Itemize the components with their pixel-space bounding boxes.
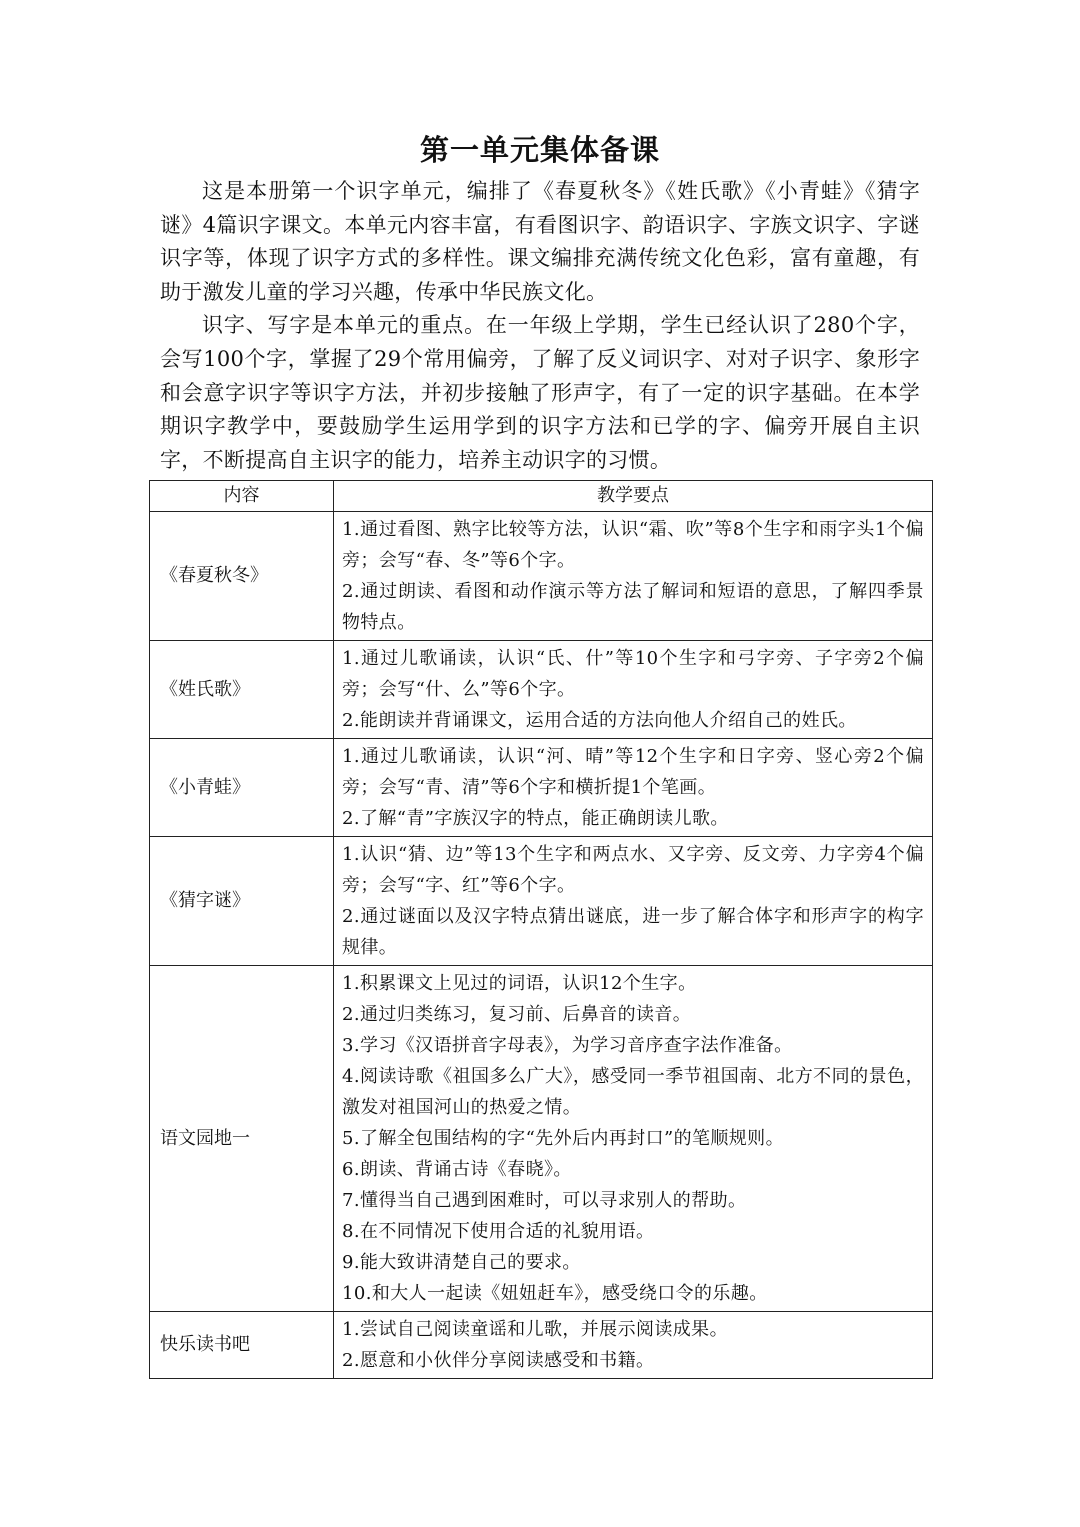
lesson-name-cell: 《春夏秋冬》 [150,512,334,641]
teaching-point: 1.通过儿歌诵读，认识“氏、什”等10个生字和弓字旁、子字旁2个偏旁；会写“什、么”等6个字。 [342,648,924,700]
teaching-point: 2.通过谜面以及汉字特点猜出谜底，进一步了解合体字和形声字的构字规律。 [342,906,924,958]
teaching-point: 2.通过归类练习，复习前、后鼻音的读音。 [342,1004,692,1025]
teaching-point: 3.学习《汉语拼音字母表》，为学习音序查字法作准备。 [342,1035,793,1056]
teaching-point: 1.认识“猜、边”等13个生字和两点水、又字旁、反文旁、力字旁4个偏旁；会写“字、红”等6个字。 [342,844,924,896]
table-row [150,739,933,837]
table-body [150,512,933,1379]
intro-paragraph: 这是本册第一个识字单元，编排了《春夏秋冬》《姓氏歌》《小青蛙》《猜字谜》4篇识字课文。本单元内容丰富，有看图识字、韵语识字、字族文识字、字谜识字等，体现了识字方式的多样性。课文编排充满传统文化色彩，富有童趣，有助于激发儿童的学习兴趣，传承中华民族文化。 [160,179,920,304]
lesson-name-cell: 语文园地一 [150,966,334,1312]
teaching-point: 2.愿意和小伙伴分享阅读感受和书籍。 [342,1350,655,1371]
teaching-point: 2.能朗读并背诵课文，运用合适的方法向他人介绍自己的姓氏。 [342,710,857,731]
table-row [150,641,933,739]
teaching-point: 4.阅读诗歌《祖国多么广大》，感受同一季节祖国南、北方不同的景色，激发对祖国河山的热爱之情。 [342,1066,924,1118]
header-content: 内容 [150,481,334,512]
teaching-points-cell [334,739,933,837]
teaching-plan-table [149,480,933,1379]
teaching-point: 1.通过儿歌诵读，认识“河、晴”等12个生字和日字旁、竖心旁2个偏旁；会写“青、清”等6个字和横折提1个笔画。 [342,746,924,798]
teaching-point: 2.通过朗读、看图和动作演示等方法了解词和短语的意思，了解四季景物特点。 [342,581,924,633]
lesson-name-cell: 《小青蛙》 [150,739,334,837]
teaching-points-cell [334,512,933,641]
intro-section [160,175,920,477]
teaching-point: 5.了解全包围结构的字“先外后内再封口”的笔顺规则。 [342,1128,784,1149]
teaching-point: 1.通过看图、熟字比较等方法，认识“霜、吹”等8个生字和雨字头1个偏旁；会写“春、冬”等6个字。 [342,519,924,571]
teaching-point: 1.尝试自己阅读童谣和儿歌，并展示阅读成果。 [342,1319,728,1340]
lesson-name-cell: 快乐读书吧 [150,1312,334,1379]
teaching-point: 2.了解“青”字族汉字的特点，能正确朗读儿歌。 [342,808,729,829]
teaching-points-cell [334,966,933,1312]
table-row [150,1312,933,1379]
page-title: 第一单元集体备课 [419,133,660,167]
teaching-point: 9.能大致讲清楚自己的要求。 [342,1252,581,1273]
intro-paragraph: 识字、写字是本单元的重点。在一年级上学期，学生已经认识了280个字，会写100个字，掌握了29个常用偏旁，了解了反义词识字、对对子识字、象形字和会意字识字等识字方法，并初步接触了形声字，有了一定的识字基础。在本学期识字教学中，要鼓励学生运用学到的识字方法和已学的字、偏旁开展自主识字，不断提高自主识字的能力，培养主动识字的习惯。 [160,313,920,472]
lesson-name-cell: 《姓氏歌》 [150,641,334,739]
teaching-points-cell [334,641,933,739]
teaching-point: 1.积累课文上见过的词语，认识12个生字。 [342,973,697,994]
teaching-point: 7.懂得当自己遇到困难时，可以寻求别人的帮助。 [342,1190,747,1211]
table-header-row [150,481,933,512]
lesson-name-cell: 《猜字谜》 [150,837,334,966]
teaching-points-cell [334,1312,933,1379]
teaching-point: 6.朗读、背诵古诗《春晓》。 [342,1159,572,1180]
teaching-point: 10.和大人一起读《妞妞赶车》，感受绕口令的乐趣。 [342,1283,768,1304]
teaching-point: 8.在不同情况下使用合适的礼貌用语。 [342,1221,655,1242]
table-row [150,837,933,966]
table-row [150,512,933,641]
header-teaching-points: 教学要点 [334,481,933,512]
table-row [150,966,933,1312]
teaching-points-cell [334,837,933,966]
